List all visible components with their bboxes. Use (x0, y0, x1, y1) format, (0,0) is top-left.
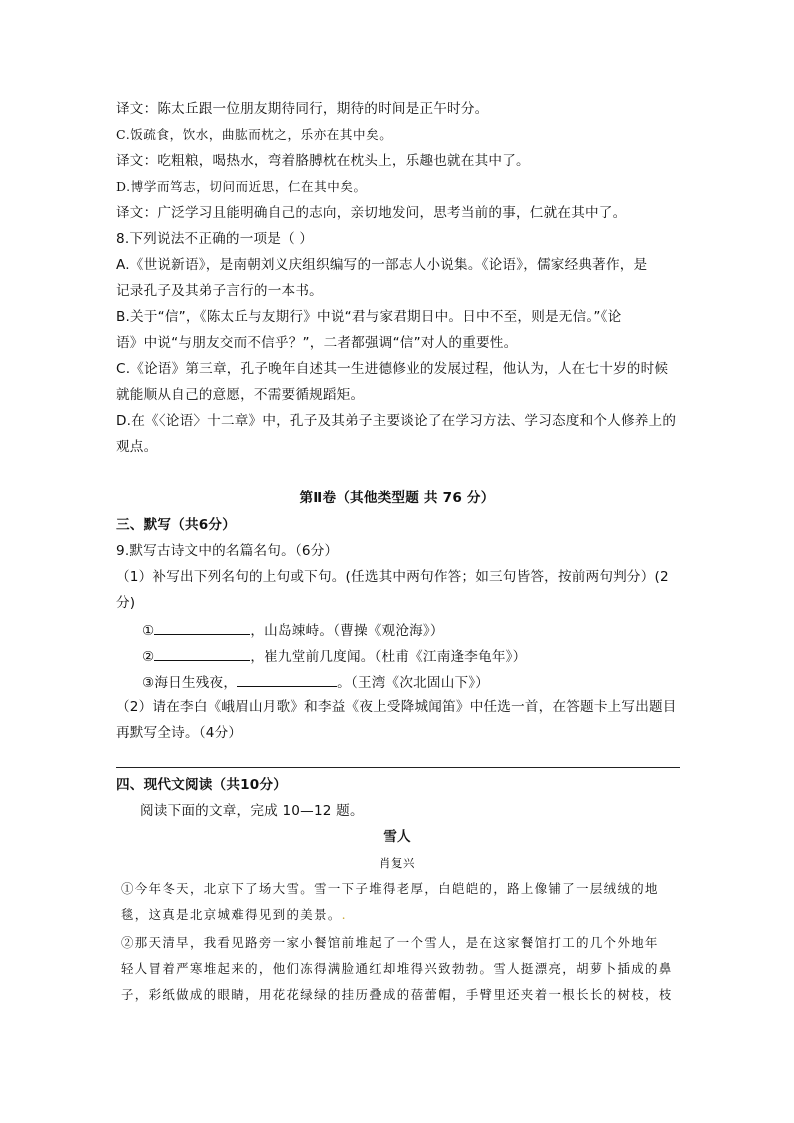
fill-item-3 (142, 672, 678, 692)
fill-item-1 (142, 620, 678, 640)
q9-part2-line2: 再默写全诗。（4分） (116, 725, 243, 741)
q8-option-b-line1: B.关于“信”，《陈太丘与友期行》中说“君与家君期日中。日中不至，则是无信。”《论 (116, 309, 622, 325)
option-d-text: D.博学而笃志，切问而近思，仁在其中矣。 (116, 179, 367, 194)
part-4-title: 四、现代文阅读（共10分） (116, 777, 288, 793)
q9-part1-line1: （1）补写出下列名句的上句或下句。(任选其中两句作答；如三句皆答，按前两句判分）(2 (116, 569, 669, 585)
translation-line-2: 译文：吃粗粮，喝热水，弯着胳膊枕在枕头上，乐趣也就在其中了。 (116, 153, 530, 169)
paragraph-2-line1: ②那天清早，我看见路旁一家小餐馆前堆起了一个雪人，是在这家餐馆打工的几个外地年 (121, 935, 659, 950)
fill-item-2-prefix: ② (142, 649, 155, 665)
fill-item-1-suffix: ，山岛竦峙。（曹操《观沧海》） (250, 623, 444, 639)
section-divider (116, 767, 680, 768)
fill-blank-1[interactable] (154, 620, 250, 635)
paragraph-2-line3: 子，彩纸做成的眼睛，用花花绿绿的挂历叠成的蓓蕾帽，手臂里还夹着一根长长的树枝，枝 (121, 987, 673, 1002)
fill-item-2 (142, 646, 678, 666)
q8-option-b-line2: 语》中说“与朋友交而不信乎？”，二者都强调“信”对人的重要性。 (116, 335, 518, 351)
q9-part1-line2: 分) (116, 595, 136, 611)
section-2-title: 第Ⅱ卷（其他类型题 共 76 分） (299, 490, 495, 506)
fill-item-2-suffix: ，崔九堂前几度闻。（杜甫《江南逢李龟年》） (250, 649, 527, 665)
part-3-title: 三、默写（共6分） (116, 517, 237, 533)
question-8: 8.下列说法不正确的一项是（ ） (116, 231, 314, 247)
q8-option-a-line2: 记录孔子及其弟子言行的一本书。 (116, 283, 323, 299)
option-c-text: C.饭疏食，饮水，曲肱而枕之，乐亦在其中矣。 (116, 127, 393, 142)
fill-item-3-suffix: 。（王湾《次北固山下》） (337, 675, 490, 691)
article-title: 雪人 (383, 829, 411, 845)
q8-option-d-line2: 观点。 (116, 439, 158, 455)
q8-option-a-line1: A.《世说新语》，是南朝刘义庆组织编写的一部志人小说集。《论语》，儒家经典著作，是 (116, 257, 648, 273)
question-9: 9.默写古诗文中的名篇名句。（6分） (116, 543, 339, 559)
article-author: 肖复兴 (378, 856, 416, 870)
translation-line-3: 译文：广泛学习且能明确自己的志向，亲切地发问，思考当前的事，仁就在其中了。 (116, 205, 627, 221)
paragraph-2-line2: 轻人冒着严寒堆起来的，他们冻得满脸通红却堆得兴致勃勃。雪人挺漂亮，胡萝卜插成的鼻 (121, 961, 673, 976)
q8-option-c-line2: 就能顺从自己的意愿，不需要循规蹈矩。 (116, 387, 365, 403)
paragraph-1-dot: . (341, 907, 347, 922)
translation-line-1: 译文：陈太丘跟一位朋友期待同行，期待的时间是正午时分。 (116, 101, 489, 117)
q8-option-d-line1: D.在《〈论语〉十二章》中，孔子及其弟子主要谈论了在学习方法、学习态度和个人修养上的 (116, 413, 677, 429)
q9-part2-line1: （2）请在李白《峨眉山月歌》和李益《夜上受降城闻笛》中任选一首，在答题卡上写出题目 (116, 699, 677, 715)
fill-blank-2[interactable] (154, 646, 250, 661)
paragraph-1-line2 (121, 906, 678, 924)
paragraph-1-line1: ①今年冬天，北京下了场大雪。雪一下子堆得老厚，白皑皑的，路上像铺了一层绒绒的地 (121, 881, 659, 896)
paragraph-1-line2-text: 毯，这真是北京城难得见到的美景。 (121, 907, 342, 922)
fill-item-3-prefix: ③海日生残夜， (142, 675, 238, 691)
fill-item-1-prefix: ① (142, 623, 155, 639)
fill-blank-3[interactable] (237, 672, 337, 687)
reading-instruction: 阅读下面的文章，完成 10—12 题。 (140, 803, 364, 819)
q8-option-c-line1: C.《论语》第三章，孔子晚年自述其一生进德修业的发展过程，他认为，人在七十岁的时候 (116, 361, 669, 377)
